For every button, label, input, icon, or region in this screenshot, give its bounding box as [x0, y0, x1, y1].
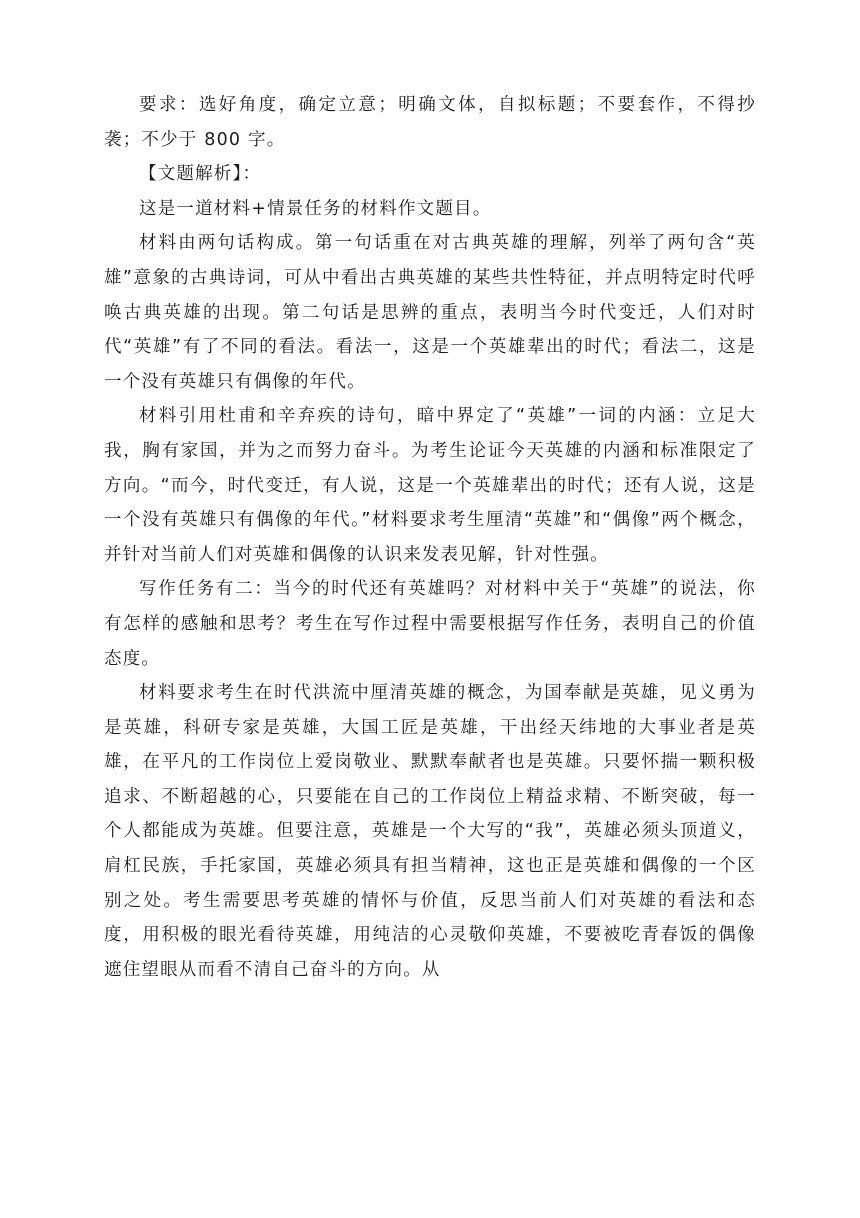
paragraph-hero-concept: 材料要求考生在时代洪流中厘清英雄的概念，为国奉献是英雄，见义勇为是英雄，科研专家是英雄，大国工匠是英雄，干出经天纬地的大事业者是英雄，在平凡的工作岗位上爱岗敬业、默默奉献者也是英雄。只要怀揣一颗积极追求、不断超越的心，只要能在自己的工作岗位上精益求精、不断突破，每一个人都能成为英雄。但要注意，英雄是一个大写的“我”，英雄必须头顶道义，肩杠民族，手托家国，英雄必须具有担当精神，这也正是英雄和偶像的一个区别之处。考生需要思考英雄的情怀与价值，反思当前人们对英雄的看法和态度，用积极的眼光看待英雄，用纯洁的心灵敬仰英雄，不要被吃青春饭的偶像遮住望眼从而看不清自己奋斗的方向。从 — [104, 683, 756, 980]
paragraph-intro: 这是一道材料+情景任务的材料作文题目。 — [139, 198, 492, 219]
paragraph-poetry: 材料引用杜甫和辛弃疾的诗句，暗中界定了“英雄”一词的内涵：立足大我，胸有家国，并为之而努力奋斗。为考生论证今天英雄的内涵和标准限定了方向。“而今，时代变迁，有人说，这是一个英雄辈出的时代；还有人说，这是一个没有英雄只有偶像的年代。”材料要求考生厘清“英雄”和“偶像”两个概念，并针对当前人们对英雄和偶像的认识来发表见解，针对性强。 — [104, 406, 756, 565]
analysis-heading: 【文题解析】： — [139, 164, 262, 185]
paragraph-material: 材料由两句话构成。第一句话重在对古典英雄的理解，列举了两句含“英雄”意象的古典诗词，可从中看出古典英雄的某些共性特征，并点明特定时代呼唤古典英雄的出现。第二句话是思辨的重点，表明当今时代变迁，人们对时代“英雄”有了不同的看法。看法一，这是一个英雄辈出的时代；看法二，这是一个没有英雄只有偶像的年代。 — [104, 233, 756, 392]
paragraph-tasks: 写作任务有二：当今的时代还有英雄吗？对材料中关于“英雄”的说法，你有怎样的感触和思考？考生在写作过程中需要根据写作任务，表明自己的价值态度。 — [104, 579, 756, 669]
document-body — [104, 88, 756, 987]
requirements-paragraph: 要求：选好角度，确定立意；明确文体，自拟标题；不要套作，不得抄袭；不少于 800 字。 — [104, 95, 756, 150]
